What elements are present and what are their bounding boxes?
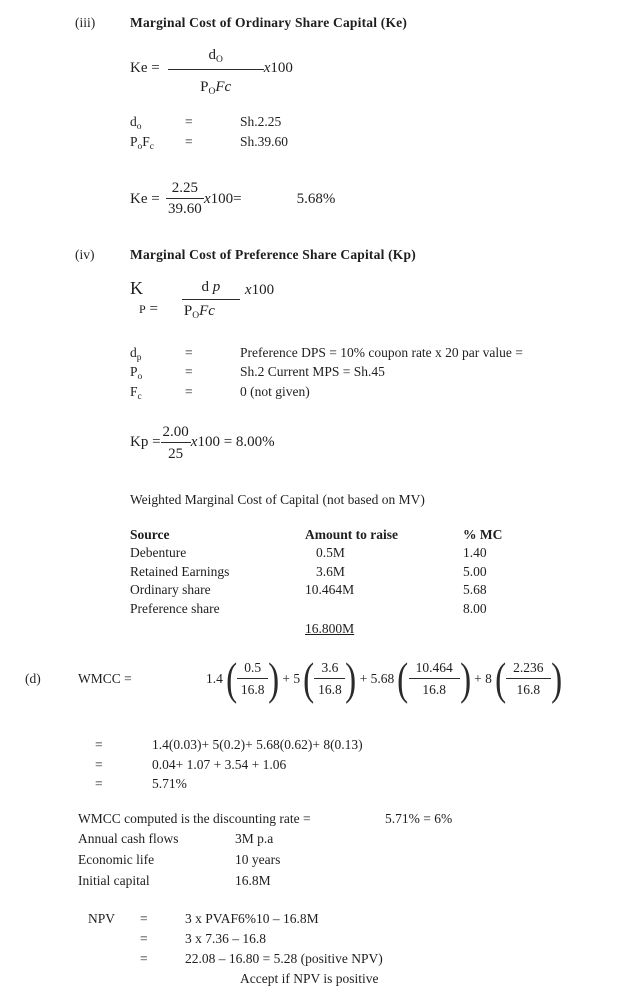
term-denominator: 16.8: [240, 682, 265, 697]
kp-calc-mult-rest: 100 = 8.00%: [197, 434, 275, 450]
wmcc-label: WMCC =: [78, 671, 132, 686]
term-coefficient: 1.4: [206, 671, 223, 686]
ke-formula-denominator: [168, 70, 264, 98]
cell-mc: 5.00: [463, 563, 487, 579]
cell-amount: [305, 600, 463, 619]
summary-row: [78, 849, 624, 870]
pofc-f-sub: c: [149, 141, 154, 152]
fc-sub: c: [137, 391, 142, 402]
value-row-dp: [130, 344, 624, 364]
pofc-p-sub: o: [137, 141, 143, 152]
kp-formula-mult: [245, 282, 274, 322]
pofc-p: P: [130, 133, 138, 149]
equals-sign: =: [185, 114, 193, 129]
term-coefficient: + 8: [474, 671, 492, 686]
term-numerator: 10.464: [409, 660, 460, 679]
npv-expression: 3 x PVAF6%10 – 16.8M: [185, 910, 319, 926]
equals-sign: =: [140, 950, 148, 966]
section-iii-heading: [75, 14, 624, 31]
kp-lhs: [130, 277, 158, 322]
kp-input-values: [130, 344, 624, 403]
section-iv-marker: (iv): [75, 247, 95, 262]
dp-base: d: [130, 344, 137, 360]
wmcc-steps: [0, 735, 624, 794]
open-paren: (: [303, 653, 315, 704]
symbol-dp: [130, 344, 185, 364]
equals-sign: =: [185, 133, 193, 149]
value-row-fc: [130, 383, 624, 403]
open-paren: (: [397, 653, 409, 704]
term-denominator: 16.8: [318, 682, 342, 697]
fc-base: F: [130, 383, 138, 399]
kp-calc-numerator: 2.00: [161, 424, 191, 443]
wmcc-step: [95, 774, 624, 794]
col-header-amount: Amount to raise: [305, 527, 398, 542]
cell-mc: 1.40: [463, 545, 487, 560]
ke-num-sub: O: [216, 55, 223, 65]
symbol-pofc: [130, 133, 185, 153]
cell-amount: 10.464M: [305, 582, 355, 597]
term-coefficient: + 5.68: [359, 671, 395, 686]
ke-calc-mult: [204, 191, 242, 218]
do-sub: o: [136, 122, 142, 132]
cell-source: Ordinary share: [130, 582, 211, 597]
ke-formula-lhs: Ke =: [130, 60, 160, 76]
value-row-pofc: [130, 133, 624, 153]
ke-formula-mult: [264, 60, 293, 97]
open-paren: (: [494, 653, 507, 704]
kp-calc-mult-x: x: [190, 434, 198, 450]
equals-sign: =: [140, 910, 148, 926]
npv-label-spacer: [88, 949, 140, 969]
ke-calc-mult-x: x: [203, 191, 211, 207]
cell-mc: 5.68: [463, 582, 487, 597]
po-value: Sh.2 Current MPS = Sh.45: [240, 364, 385, 379]
summary-label: Annual cash flows: [78, 830, 179, 846]
cell-source: Debenture: [130, 545, 187, 560]
kp-formula-numerator: [182, 277, 240, 300]
table-header-row: [130, 525, 624, 544]
do-value: Sh.2.25: [240, 114, 282, 129]
term-denominator: 16.8: [516, 682, 541, 697]
term-numerator: 2.236: [506, 660, 550, 679]
total-amount: 16.800M: [305, 621, 355, 636]
col-header-mc: % MC: [463, 527, 503, 542]
equals-sign: =: [185, 383, 193, 399]
summary-value: 10 years: [235, 851, 281, 867]
pofc-f: F: [142, 133, 150, 149]
dp-value: Preference DPS = 10% coupon rate x 20 par value =: [240, 344, 523, 360]
term-coefficient: + 5: [282, 671, 301, 686]
summary-label: Economic life: [78, 851, 155, 867]
npv-expression: 3 x 7.36 – 16.8: [185, 930, 266, 946]
fc-value: 0 (not given): [240, 383, 310, 399]
ke-den-p-sub: O: [208, 86, 216, 97]
kp-num-p: p: [212, 279, 221, 295]
symbol-fc: [130, 383, 185, 403]
close-paren: ): [345, 653, 357, 704]
wmcc-table-title: Weighted Marginal Cost of Capital (not based on MV): [130, 492, 425, 507]
term-fraction: [409, 660, 460, 698]
col-header-source: Source: [130, 527, 170, 542]
ke-calc-mult-rest: 100=: [210, 191, 242, 207]
cell-source: Retained Earnings: [130, 563, 230, 579]
summary-value: 3M p.a: [235, 830, 274, 846]
value-row-do: [130, 113, 624, 133]
npv-decision-note: Accept if NPV is positive: [240, 970, 379, 986]
term-fraction: [314, 660, 345, 698]
symbol-do: [130, 113, 185, 133]
ke-formula-numerator: [168, 47, 264, 70]
kp-k-symbol: K: [130, 278, 143, 298]
wmcc-term: [281, 653, 358, 705]
cell-source: Preference share: [130, 600, 220, 616]
discount-rate-row: [78, 810, 624, 828]
kp-formula-denominator: [182, 300, 240, 322]
ke-calc-numerator: 2.25: [166, 180, 204, 199]
ke-num-base: d: [208, 47, 217, 63]
term-numerator: 0.5: [237, 660, 268, 679]
kp-den-p-sub: O: [192, 311, 200, 321]
kp-mult-rest: 100: [251, 282, 275, 298]
kp-definition-formula: [130, 277, 624, 322]
kp-calc-denominator: 25: [168, 446, 184, 462]
wmcc-step: [95, 735, 624, 755]
term-fraction: [237, 660, 268, 698]
equals-sign: =: [95, 737, 103, 752]
section-d-marker: (d): [25, 671, 41, 686]
summary-label: Initial capital: [78, 872, 150, 888]
table-row: [130, 600, 624, 619]
ke-definition-formula: [130, 47, 624, 97]
section-iv-title: Marginal Cost of Preference Share Capital (Kp): [130, 247, 416, 262]
ke-result: 5.68%: [296, 191, 336, 207]
kp-mult-x: x: [244, 282, 252, 298]
kp-calculation: [130, 424, 624, 463]
po-base: P: [130, 364, 138, 379]
kp-den-p: P: [183, 303, 193, 319]
do-base: d: [130, 114, 137, 129]
ke-formula-fraction: [168, 47, 264, 97]
cell-mc: 8.00: [463, 600, 487, 616]
open-paren: (: [226, 653, 238, 704]
section-iii-marker: (iii): [75, 15, 96, 30]
kp-calc-mult: [191, 434, 275, 463]
dp-sub: p: [136, 352, 142, 363]
summary-row: [78, 870, 624, 891]
wmcc-step: [95, 755, 624, 775]
cell-amount: 3.6M: [316, 563, 345, 579]
step-expression: 1.4(0.03)+ 5(0.2)+ 5.68(0.62)+ 8(0.13): [152, 737, 363, 752]
close-paren: ): [268, 653, 280, 704]
npv-row: [88, 909, 624, 929]
cell-amount: 0.5M: [316, 545, 345, 560]
wmcc-term: [473, 653, 564, 705]
table-total-row: [305, 618, 624, 639]
npv-row: [88, 929, 624, 949]
summary-value: 16.8M: [235, 872, 271, 888]
step-expression: 0.04+ 1.07 + 3.54 + 1.06: [152, 756, 287, 772]
npv-label-spacer: [88, 929, 140, 949]
value-row-po: [130, 363, 624, 383]
npv-expression: 22.08 – 16.80 = 5.28 (positive NPV): [185, 950, 383, 966]
po-sub: o: [137, 372, 143, 382]
equals-sign: =: [185, 364, 193, 379]
wmcc-term: [359, 653, 473, 705]
ke-mult-rest: 100: [270, 60, 293, 76]
ke-input-values: [130, 113, 624, 152]
ke-den-fc: Fc: [215, 78, 232, 95]
ke-calculation: [130, 180, 624, 218]
term-denominator: 16.8: [422, 682, 447, 697]
summary-row: [78, 828, 624, 849]
discount-rate-label: WMCC computed is the discounting rate =: [78, 810, 311, 826]
npv-row: [88, 949, 624, 969]
ke-calc-denominator: 39.60: [167, 201, 202, 217]
ke-calc-fraction: [166, 180, 204, 218]
section-iii-title: Marginal Cost of Ordinary Share Capital (Ke): [130, 15, 408, 30]
kp-den-fc: Fc: [199, 303, 215, 319]
symbol-po: [130, 363, 185, 383]
pofc-value: Sh.39.60: [240, 133, 289, 149]
npv-label: NPV: [88, 910, 116, 926]
kp-eq: =: [149, 301, 158, 317]
kp-p-equals: [139, 299, 158, 319]
equals-sign: =: [185, 344, 193, 360]
table-row: [130, 581, 624, 600]
kp-calc-fraction: [161, 424, 191, 463]
close-paren: ): [550, 653, 562, 704]
equals-sign: =: [140, 930, 148, 946]
close-paren: ): [459, 653, 471, 704]
table-row: [130, 544, 624, 563]
npv-calculation: [88, 909, 624, 989]
ke-den-p: P: [200, 78, 209, 95]
wmcc-term: [205, 653, 281, 705]
discount-rate-value: 5.71% = 6%: [385, 810, 453, 826]
term-numerator: 3.6: [314, 660, 345, 679]
kp-formula-fraction: [182, 277, 240, 322]
term-fraction: [506, 660, 550, 698]
kp-calc-lhs: Kp =: [130, 434, 161, 450]
ke-calc-lhs: Ke =: [130, 191, 160, 207]
wmcc-terms: [205, 653, 564, 705]
wmcc-equation: [0, 653, 624, 705]
table-row: [130, 563, 624, 582]
wmcc-table: [130, 525, 624, 639]
kp-num-d: d: [201, 279, 210, 295]
section-iv-heading: [75, 246, 624, 263]
kp-p-sub: P: [139, 302, 146, 316]
ke-mult-x: x: [263, 60, 271, 76]
equals-sign: =: [95, 776, 103, 791]
project-summary: [78, 828, 624, 891]
step-expression: 5.71%: [152, 776, 187, 791]
equals-sign: =: [95, 756, 103, 772]
